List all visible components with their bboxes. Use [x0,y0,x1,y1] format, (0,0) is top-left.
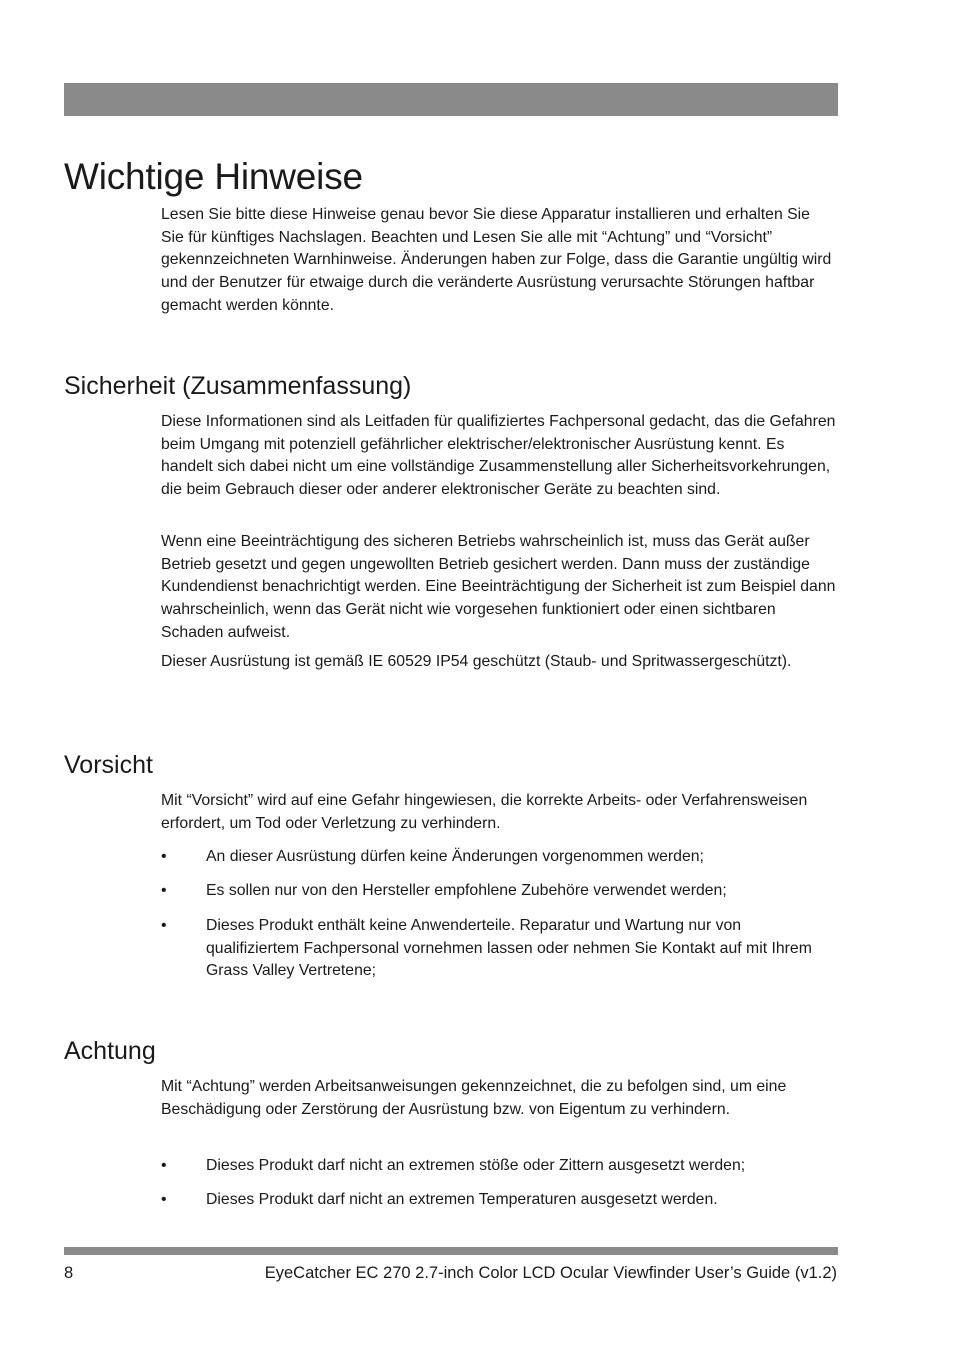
sicherheit-paragraph-1: Diese Informationen sind als Leitfaden für qualifiziertes Fachpersonal gedacht, das die Gefahren beim Umgang mit potenziell gefährlicher elektrischer/elektronischer Ausrüstung kennt. Es handelt sich dabei nicht um eine vollständige Zusammenstellung aller Sicherheitsvorkehrungen, die beim Gebrauch dieser oder anderer elektronischer Geräte zu beachten sind. [161,413,836,499]
vorsicht-bullet-text: An dieser Ausrüstung dürfen keine Änderungen vorgenommen werden; [206,848,704,865]
vorsicht-bullet-item [161,915,837,983]
achtung-intro: Mit “Achtung” werden Arbeitsanweisungen gekennzeichnet, die zu befolgen sind, um eine Beschädigung oder Zerstörung der Ausrüstung bzw. von Eigentum zu verhindern. [161,1078,787,1118]
intro-paragraph: Lesen Sie bitte diese Hinweise genau bevor Sie diese Apparatur installieren und erhalten Sie Sie für künftiges Nachslagen. Beachten und Lesen Sie alle mit “Achtung” und “Vorsicht” gekennzeichneten Warnhinweise. Änderungen haben zur Folge, dass die Garantie ungültig wird und der Benutzer für etwaige durch die veränderte Ausrüstung verursachte Störungen haftbar gemacht werden könnte. [161,206,832,314]
header-bar [64,83,838,116]
achtung-bullet-item [161,1155,837,1178]
section-heading-achtung: Achtung [64,1037,156,1065]
sicherheit-paragraph-3: Dieser Ausrüstung ist gemäß IE 60529 IP54 geschützt (Staub- und Spritwassergeschützt). [161,653,792,670]
section-heading-sicherheit: Sicherheit (Zusammenfassung) [64,372,412,400]
vorsicht-bullet-item [161,846,837,869]
bullet-icon: • [161,1157,167,1174]
sicherheit-paragraph-2: Wenn eine Beeinträchtigung des sicheren Betriebs wahrscheinlich ist, muss das Gerät außer Betrieb gesetzt und gegen ungewollten Betrieb gesichert werden. Dann muss der zuständige Kundendienst benachrichtigt werden. Eine Beeinträchtigung der Sicherheit ist zum Beispiel dann wahrscheinlich, wenn das Gerät nicht wie vorgesehen funktioniert oder einen sichtbaren Schaden aufweist. [161,533,836,641]
achtung-bullet-text: Dieses Produkt darf nicht an extremen Temperaturen ausgesetzt werden. [206,1191,718,1208]
vorsicht-bullet-item [161,880,837,903]
vorsicht-bullet-text: Dieses Produkt enthält keine Anwenderteile. Reparatur und Wartung nur von qualifiziertem Fachpersonal vornehmen lassen oder nehmen Sie Kontakt auf mit Ihrem Grass Valley Vertretene; [206,917,812,980]
bullet-icon: • [161,848,167,865]
bullet-icon: • [161,917,167,934]
achtung-bullet-text: Dieses Produkt darf nicht an extremen stöße oder Zittern ausgesetzt werden; [206,1157,746,1174]
footer-document-title: EyeCatcher EC 270 2.7-inch Color LCD Ocular Viewfinder User’s Guide (v1.2) [264,1264,837,1282]
bullet-icon: • [161,882,167,899]
vorsicht-intro: Mit “Vorsicht” wird auf eine Gefahr hingewiesen, die korrekte Arbeits- oder Verfahrensweisen erfordert, um Tod oder Verletzung zu verhindern. [161,792,808,832]
achtung-bullet-item [161,1189,837,1212]
bullet-icon: • [161,1191,167,1208]
vorsicht-bullet-text: Es sollen nur von den Hersteller empfohlene Zubehöre verwendet werden; [206,882,727,899]
footer-bar [64,1247,838,1255]
page-number: 8 [64,1264,74,1282]
page-title: Wichtige Hinweise [64,156,363,197]
section-heading-vorsicht: Vorsicht [64,751,153,779]
